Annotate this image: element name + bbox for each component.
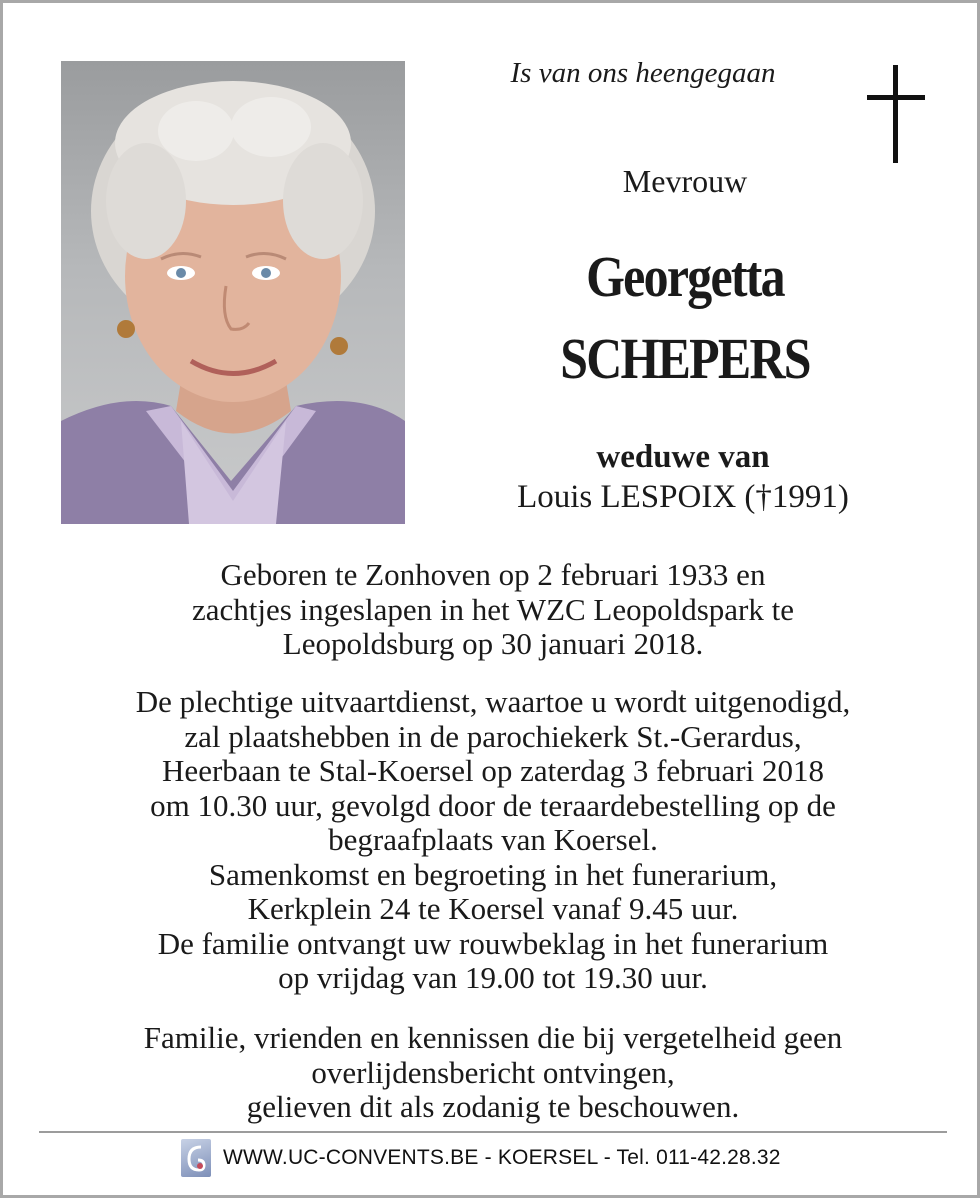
service-line: op vrijdag van 19.00 tot 19.30 uur. [278, 960, 708, 995]
deceased-last-name: SCHEPERS [560, 326, 810, 391]
intro-text: Is van ons heengegaan [510, 57, 776, 89]
service-line: De familie ontvangt uw rouwbeklag in het funerarium [157, 925, 829, 961]
honorific: Mevrouw [622, 163, 748, 199]
cross-icon [867, 65, 925, 163]
funeral-service-paragraph [33, 685, 953, 996]
footer-contact-text: WWW.UC-CONVENTS.BE - KOERSEL - Tel. 011-42.28.32 [223, 1146, 781, 1169]
service-line: Heerbaan te Stal-Koersel op zaterdag 3 februari 2018 [162, 753, 824, 788]
spouse-name: Louis LESPOIX (†1991) [517, 479, 849, 515]
footer-divider [39, 1131, 947, 1133]
portrait-illustration [61, 61, 405, 524]
service-line: Kerkplein 24 te Koersel vanaf 9.45 uur. [247, 891, 739, 926]
footer [181, 1137, 781, 1179]
closing-line: Familie, vrienden en kennissen die bij vergetelheid geen [143, 1020, 843, 1055]
birth-line: Leopoldsburg op 30 januari 2018. [282, 626, 704, 661]
service-line: begraafplaats van Koersel. [328, 822, 658, 857]
service-line: om 10.30 uur, gevolgd door de teraardebestelling op de [150, 787, 836, 823]
birth-line: zachtjes ingeslapen in het WZC Leopoldspark te [191, 591, 795, 627]
funeral-home-logo-icon [181, 1139, 211, 1177]
deceased-first-name: Georgetta [586, 244, 784, 309]
birth-line: Geboren te Zonhoven op 2 februari 1933 en [220, 557, 766, 592]
closing-paragraph [33, 1021, 953, 1125]
portrait-photo [61, 61, 405, 524]
service-line: Samenkomst en begroeting in het funerarium, [208, 856, 778, 892]
service-line: De plechtige uitvaartdienst, waartoe u wordt uitgenodigd, [135, 684, 851, 719]
birth-death-paragraph [33, 558, 953, 662]
service-line: zal plaatshebben in de parochiekerk St.-Gerardus, [184, 718, 802, 754]
closing-line: gelieven dit als zodanig te beschouwen. [246, 1089, 740, 1124]
widow-block [413, 437, 953, 517]
widow-label: weduwe van [596, 439, 770, 475]
closing-line: overlijdensbericht ontvingen, [311, 1054, 675, 1090]
